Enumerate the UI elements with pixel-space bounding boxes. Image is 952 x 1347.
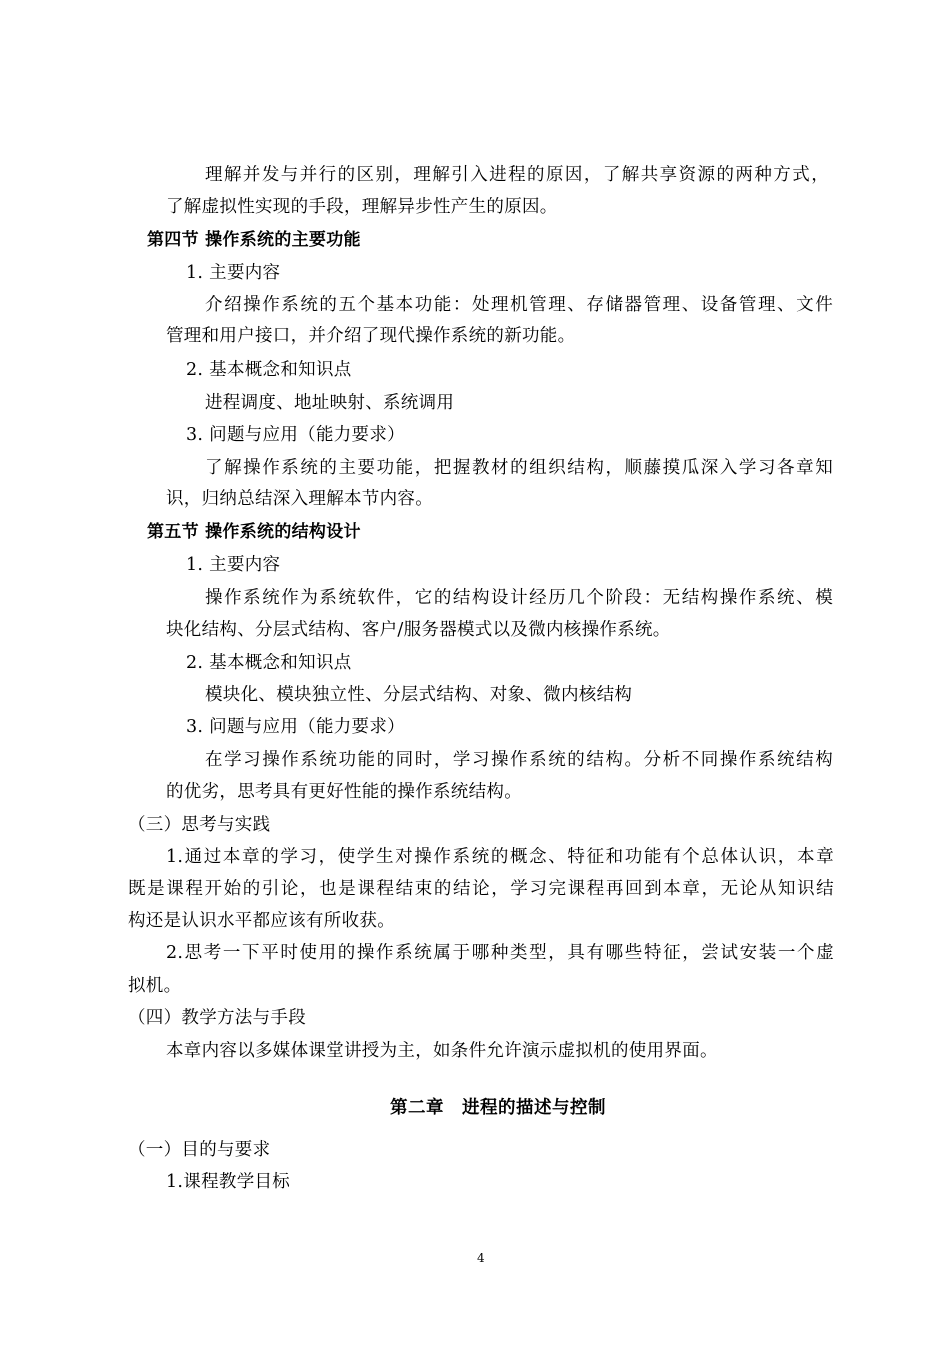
paragraph-line (205, 164, 829, 186)
paragraph-line (166, 846, 834, 868)
paragraph-line (205, 587, 833, 609)
subheading: 2. 基本概念和知识点 (186, 360, 352, 380)
chapter-title: 第二章 进程的描述与控制 (390, 1098, 606, 1118)
section-heading: （三）思考与实践 (128, 815, 271, 835)
text: 介绍操作系统的五个基本功能：处理机管理、存储器管理、设备管理、文件 (205, 295, 833, 315)
section-heading: （四）教学方法与手段 (128, 1008, 306, 1028)
paragraph-line (166, 942, 834, 964)
paragraph-line: 模块化、模块独立性、分层式结构、对象、微内核结构 (205, 685, 633, 705)
text: 1.通过本章的学习，使学生对操作系统的概念、特征和功能有个总体认识，本章 (166, 847, 834, 867)
paragraph-line (205, 294, 833, 316)
section-heading: （一）目的与要求 (128, 1140, 271, 1160)
section-title: 第四节 操作系统的主要功能 (147, 230, 361, 250)
paragraph-line: 构还是认识水平都应该有所收获。 (128, 911, 395, 931)
subheading: 1. 主要内容 (186, 555, 281, 575)
paragraph-line: 管理和用户接口，并介绍了现代操作系统的新功能。 (166, 326, 576, 346)
subheading: 1.课程教学目标 (166, 1172, 291, 1192)
paragraph-line: 拟机。 (128, 976, 182, 996)
paragraph-line: 的优劣，思考具有更好性能的操作系统结构。 (166, 782, 522, 802)
paragraph-line: 了解虚拟性实现的手段，理解异步性产生的原因。 (166, 197, 558, 217)
paragraph-line (205, 749, 833, 771)
paragraph-line: 识，归纳总结深入理解本节内容。 (166, 489, 433, 509)
paragraph-line (128, 878, 834, 900)
text: 既是课程开始的引论，也是课程结束的结论，学习完课程再回到本章，无论从知识结 (128, 879, 834, 899)
page-number: 4 (477, 1251, 485, 1265)
paragraph-line (205, 457, 833, 479)
subheading: 3. 问题与应用（能力要求） (186, 717, 405, 737)
text: 操作系统作为系统软件，它的结构设计经历几个阶段：无结构操作系统、模 (205, 588, 833, 608)
text: 在学习操作系统功能的同时，学习操作系统的结构。分析不同操作系统结构 (205, 750, 833, 770)
section-title: 第五节 操作系统的结构设计 (147, 522, 361, 542)
subheading: 2. 基本概念和知识点 (186, 653, 352, 673)
text: 2.思考一下平时使用的操作系统属于哪种类型，具有哪些特征，尝试安装一个虚 (166, 943, 834, 963)
paragraph-line: 本章内容以多媒体课堂讲授为主，如条件允许演示虚拟机的使用界面。 (166, 1041, 718, 1061)
subheading: 1. 主要内容 (186, 263, 281, 283)
paragraph-line: 块化结构、分层式结构、客户/服务器模式以及微内核操作系统。 (166, 620, 671, 640)
subheading: 3. 问题与应用（能力要求） (186, 425, 405, 445)
text: 理解并发与并行的区别，理解引入进程的原因，了解共享资源的两种方式， (205, 165, 829, 185)
text: 了解操作系统的主要功能，把握教材的组织结构，顺藤摸瓜深入学习各章知 (205, 458, 833, 478)
paragraph-line: 进程调度、地址映射、系统调用 (205, 393, 455, 413)
